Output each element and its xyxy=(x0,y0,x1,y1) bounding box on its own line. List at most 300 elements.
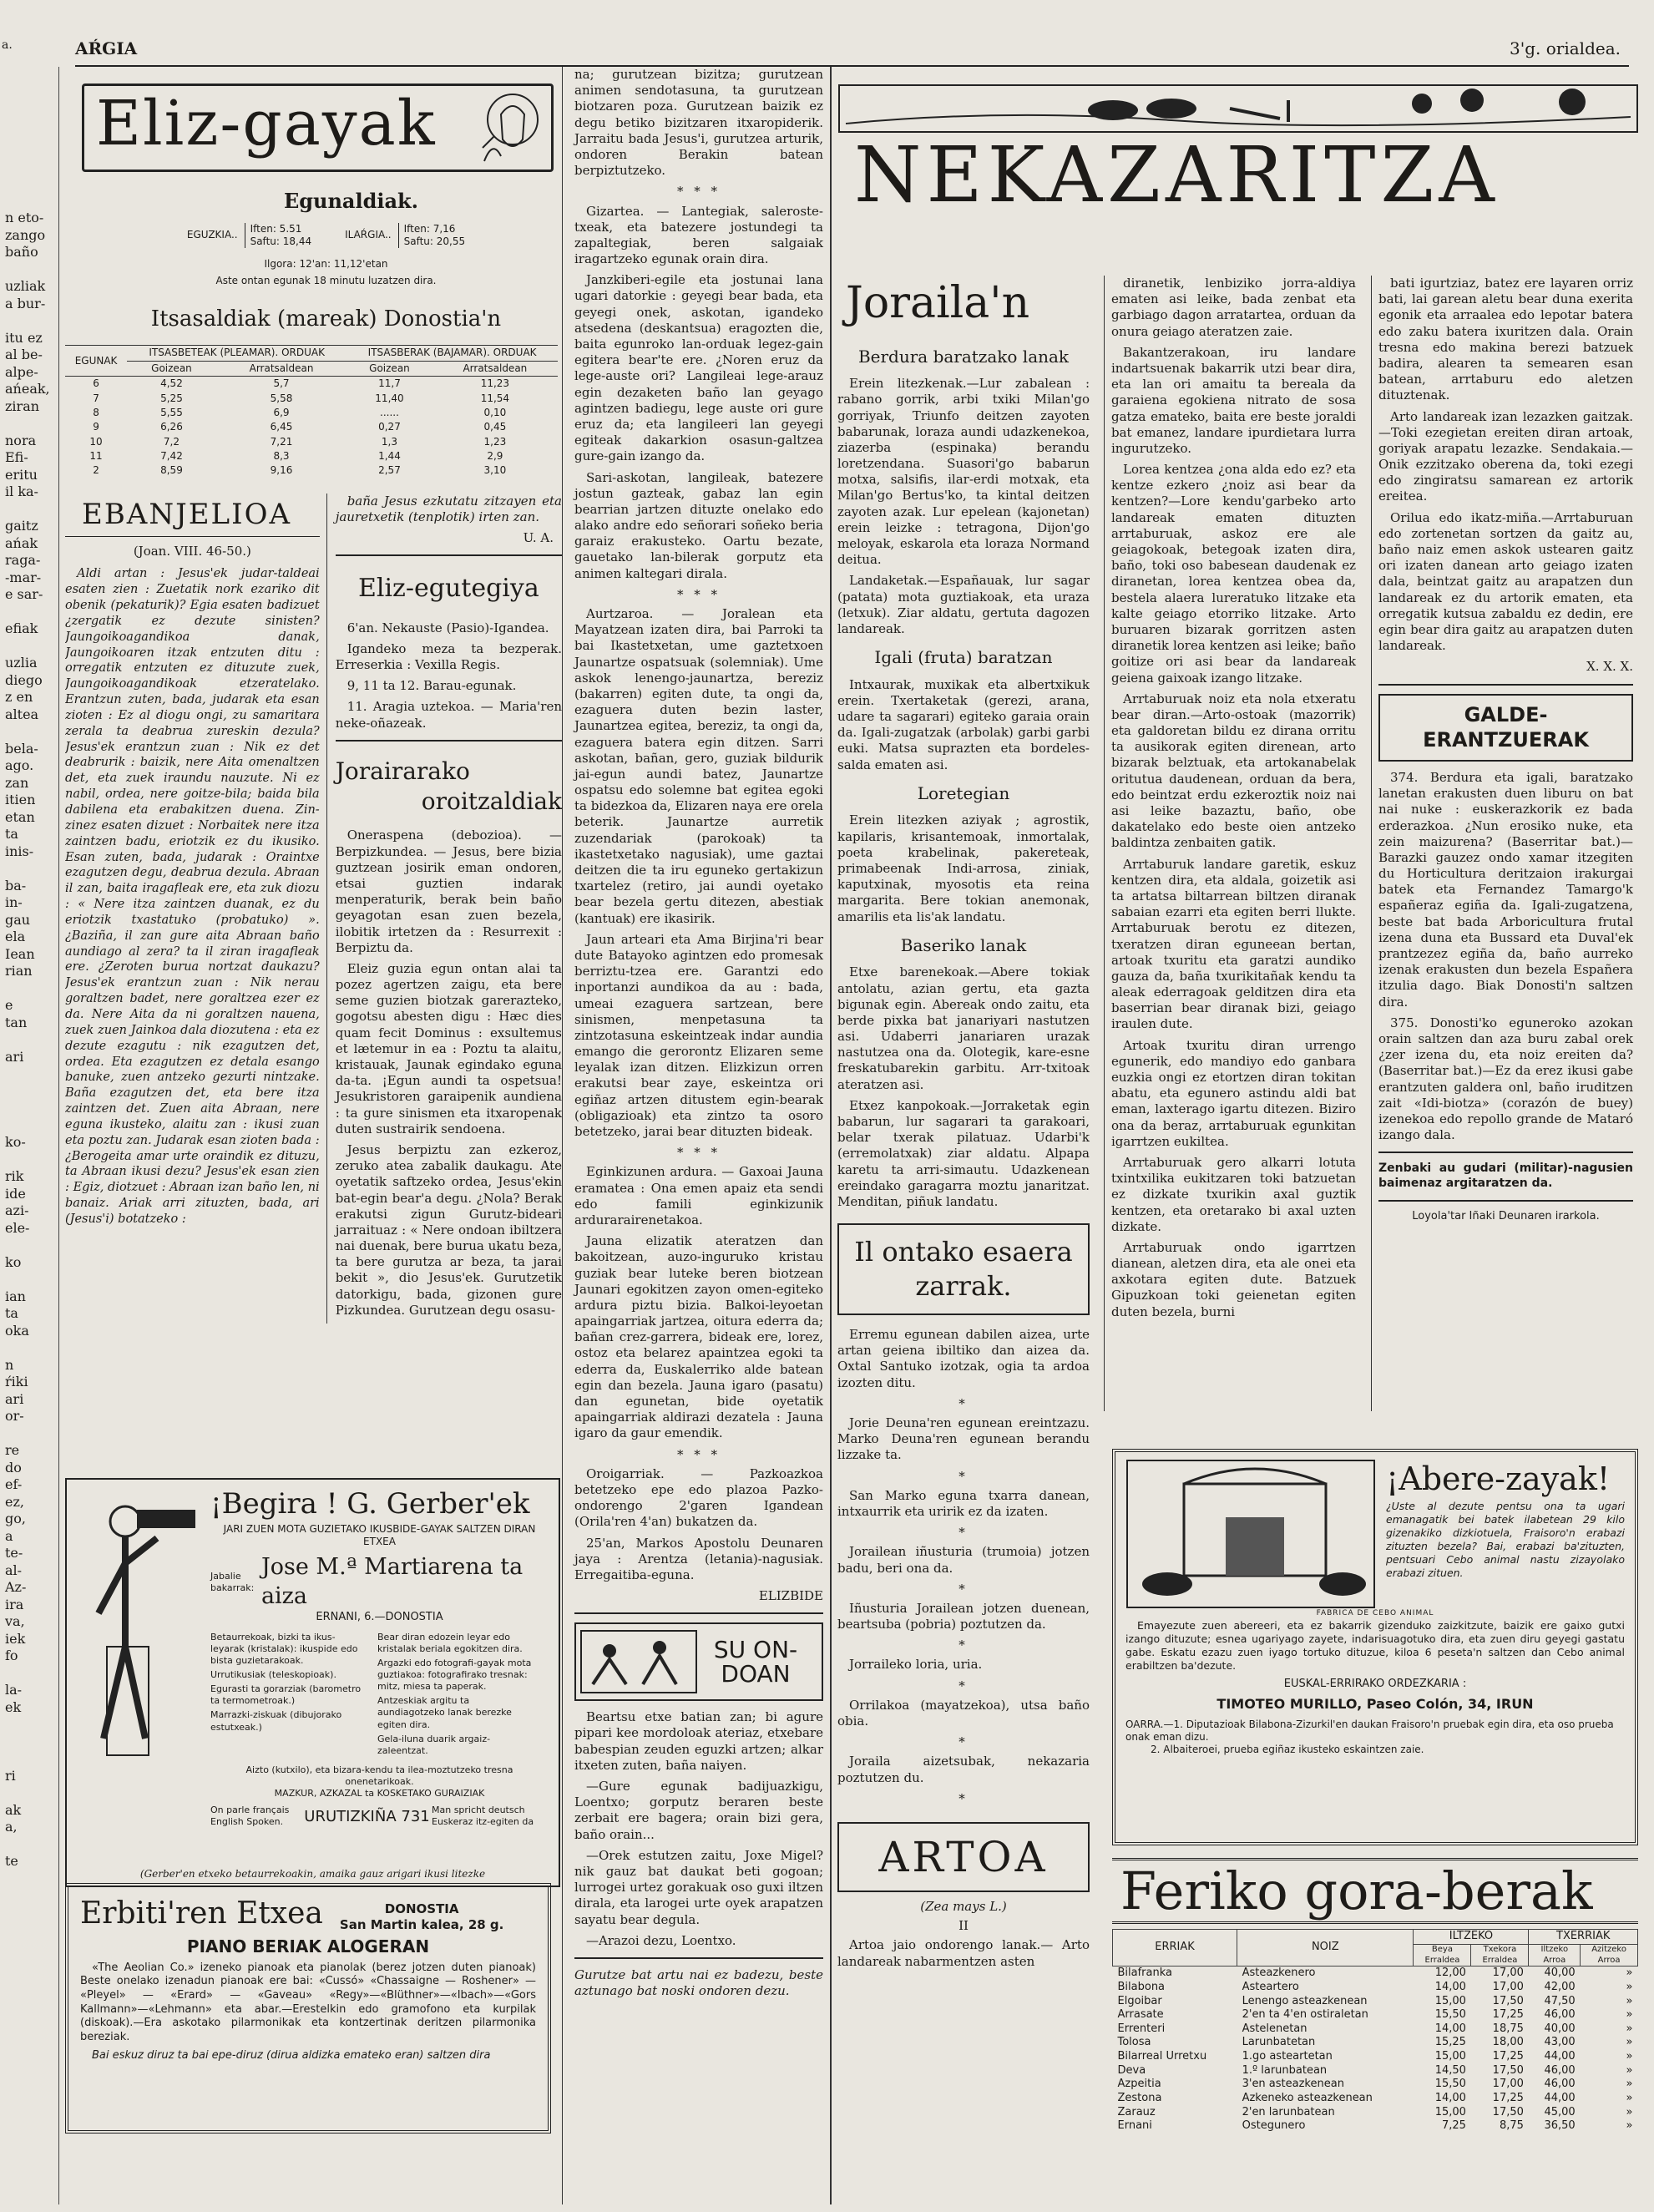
market-cell: 1.go asteartetan xyxy=(1242,2050,1333,2063)
market-cell: 17,00 xyxy=(1492,2078,1524,2091)
farming-header xyxy=(837,84,1639,220)
su-ondoan-title: SU ON-DOAN xyxy=(713,1635,798,1688)
edge-text-fragment: n xyxy=(5,1356,14,1373)
market-cell: 8,75 xyxy=(1499,2119,1524,2133)
liturgy-title: Eliz-gayak xyxy=(96,88,437,159)
cebo-title: ¡Abere-zayak! xyxy=(1386,1460,1611,1497)
market-cell: » xyxy=(1626,2022,1633,2035)
gerber-owner: Jose M.ª Martiarena ta aiza xyxy=(260,1554,524,1609)
market-cell: 40,00 xyxy=(1544,1967,1576,1980)
market-cell: » xyxy=(1626,2119,1633,2133)
market-cell: Larunbatetan xyxy=(1242,2036,1316,2049)
newspaper-name: AŔGIA xyxy=(75,38,138,58)
saint-portrait-icon xyxy=(476,89,543,165)
market-row xyxy=(1113,1967,1638,1981)
tides-high-header: ITSASBETEAK (PLEAMAR). ORDUAK xyxy=(127,346,346,361)
market-cell: Asteazkenero xyxy=(1242,1967,1316,1980)
markets-title: Feriko gora-berak xyxy=(1120,1860,1593,1921)
market-cell: Tolosa xyxy=(1117,2036,1151,2049)
tide-row xyxy=(65,377,558,392)
edge-text-fragment: or- xyxy=(5,1408,24,1424)
edge-text-fragment xyxy=(5,1030,58,1048)
tides-morning-header: Goizean xyxy=(346,361,432,376)
maize-paragraph: Orilua edo ikatz-miña.—Arrtaburuan edo zortenetan sortzen da gaitz au, baño naiz emen askok ustearen gaitz ori izaten danean arto geiago izaten dala, beintzat gaitz au arapatzen dun landareak ez du artorik ematen, eta orregatik kutsua zabaldu ez dedin, ere egin bear dira gaitz au arapatzen duten landareak. xyxy=(1378,509,1633,654)
market-cell: 17,00 xyxy=(1492,1967,1524,1980)
maize-paragraph: Arrtaburuak gero alkarri lotuta txintxilika eukitzaren toki batzuetan ez dizkate txurikin axal guztik kentzen, eta oretarako bi axal uzten dizkate. xyxy=(1111,1154,1356,1234)
market-cell: 7,25 xyxy=(1441,2119,1466,2133)
gospel-reference: (Joan. VIII. 46-50.) xyxy=(133,544,251,559)
edge-text-fragment: alpe- xyxy=(5,363,38,380)
tide-cell: 8 xyxy=(93,406,99,418)
calendar-entry: Igandeko meza ta bezperak. Erreserkia : Vexilla Regis. xyxy=(335,640,562,672)
market-cell: 15,50 xyxy=(1434,2008,1466,2022)
edge-text-fragment: Iean xyxy=(5,945,35,962)
saying: Jorraileko loria, uria. xyxy=(849,1657,983,1673)
edge-text-fragment: ian xyxy=(5,1288,26,1304)
market-row xyxy=(1113,2008,1638,2022)
market-cell: 17,25 xyxy=(1492,2050,1524,2063)
tide-cell: 10 xyxy=(89,435,103,448)
edge-text-fragment: do xyxy=(5,1459,22,1476)
edge-text-fragment: ide xyxy=(5,1185,26,1202)
edge-text-fragment xyxy=(5,722,58,740)
market-cell: Azpeitia xyxy=(1117,2078,1161,2091)
saying: San Marko eguna txarra danean, intxaurrik eta uririk ez da izaten. xyxy=(837,1487,1090,1519)
edge-text-fragment xyxy=(5,603,58,620)
qa-text xyxy=(1378,770,1633,1143)
note-paragraph: Sari-askotan, langileak, batezere jostun gazteak, gabaz lan egin bearrian jartzen dituzte onelako edo alako andre edo señorari soñeko beria garaiz erakusteko. Oartu bezate, gauetako lan-bilerak gorputz eta animen kaltegari dirala. xyxy=(574,469,823,581)
maize-paragraph: Artoak txuritu diran urrengo egunerik, edo mandiyo edo ganbara euzkia ongi ez etortzen diran tokitan abatu, eta egunero astindu aldi bat eman, laxterago igartu ditezen. Biziro ona da beraz, arrtaburuak egunkitan igarrtzen eukiltea. xyxy=(1111,1037,1356,1149)
market-cell: 17,50 xyxy=(1492,2105,1524,2118)
edge-text-fragment: fo xyxy=(5,1648,18,1663)
artoa-subtitle: (Zea mays L.) xyxy=(920,1898,1007,1914)
reflection-paragraph: Jesus berpiztu zan ezkeroz, zeruko atea zabalik daukagu. Ate oyetatik saftzeko ordea, Jesus'ekin bat-egin bear'a degu. ¿Nola? Berak erakutsi zigun Gurutz-bideari jarraituaz : « Nere ondoan ibiltzera nai duenak, bere burua ukatu beza, ta bere gurutza ar beza, ta jarai bekit », dio Jesus'ek. Gurutzetik datorkigu, bada, gizonen gure Pizkundea. Gurutzean degu osasu- xyxy=(335,1141,562,1318)
tide-cell: 11 xyxy=(89,449,103,462)
notes-column: na; gurutzean bizitza; gurutzean animen sendotasuna, ta gurutzean biotzaren poza. Gurutzean baizik ez degu betiko bizitzaren itxaropiderik. Jarraitu bada Jesus'i, gurutzea arturik, ondoren Berakin batean berpiztutzeko. * * * Gizartea. — Lantegiak, saleroste-txeak, eta batezere jostundegi ta zapaltegiak, beren salgaiak iragartzeko egunak orain dira. Janzkiberi-egile eta jostunai lana ugari datorkie : geyegi bear bada, eta geyegi onek, askotan, igandeko atsedena (deskantsua) eragozten die, baita egunroko lan-orduak legez-gain egitera bear'te ere. ¿Noren eruz da lege-auste ori? Langileai lege-arauz egin dezaketen baño lan geyago agintzen badiegu, lege auste ori gure eruz da; eta langileeri lan geyegi egiteak dakarkion osasun-galtzea gure-gain izango da. Sari-askotan, langileak, batezere jostun gazteak, gabaz lan egin bearrian jartzen dituzte onelako edo alako andre edo señorari soñeko beria garaiz erakusteko. Oartu bezate, gauetako lan-bilerak gorputz eta animen kaltegari dirala. * * * Aurtzaroa. — Joralean eta Mayatzean izaten dira, bai Parroki ta bai Ikastetxetan, ume gaztetxoen Jaunartze ospatsuak (solemniak). Ume askok lenengo-jaunartza, bereziz (bakarren) egiten dute, ta ongi da, ezaguera duten bezin laster, Jaunartzea egitea, bereziz, ta ongi da, ezaguera batera egin ditzen. Sarri askotan, bañan, gero, guziak bildurik jai-egun aundi batez, Jaunartze ospatsu edo solemne bat egitea egoki ta bidezkoa da, Elizaren naya ere orela beterik. Jaunartze aurretik zuzendariak (parokoak) ta ikastetxetako nagusiak), ume gaztai deitzen die ta iru eguneko gertakizun txartelez (retiro, jai aundi oyetako bear bezela gertu ditezen, abestiak (kantuak) ere ikasirik. Jaun arteari eta Ama Birjina'ri bear dute Batayoko agintzen edo promesak berriztu-tzea ere. Garantzi edo inportanzi aundikoa da au : bada, umeai ezaguera sartzean, bere sinismen, menpetasuna ta zintzotasuna eskeintzeak indar aundia emango die gerorontz Elizaren seme leyalak izan ditzen. Elizkizun orren erakutsi bear zaye, eskeintza ori egiñaz artzen ditustem egin-bearak (obligazioak) eta zintzo ta osoro betetzeko, jarai bear dituzten bideak. * * * Eginkizunen ardura. — Gaxoai Jauna eramatea : Ona emen apaiz eta sendi edo famili eginkizunik ardurarairenetakoa. Jauna elizatik ateratzen dan bakoitzean, auzo-inguruko kristau guziak bear luteke beren biotzean Jaunari egokitzen zayon omen-egiteko ardura piztu bizia. Balkoi-leyoetan apaingarriak jartzea, oitura ederra da; bañan crez-garrera, bideak ere, lorez, ostoz eta belarez apaintzea egoki ta ederra da, Euskalerriko alde batean egin dan bezela. Jauna igaro (pasatu) dan egunetan, bide oyetatik apaingarriak aldirazi dezatela : Jauna igaro da gaur emendik. * * * Oroigarriak. — Pazkoazkoa betetzeko epe edo plazoa Pazko-ondorengo 2'garen Igandean (Orila'ren 4'an) bukatzen da. 25'an, Markos Apostolu Deunaren jaya : Arentza (letania)-nagusiak. Erregaitiba-eguna. ELIZBIDE SU ON-DOAN Beartsu etxe batian zan; bi agure pipari kee mordoloak ateriaz, etxebare babespian zeuden eguzki artzen; alkar itxeten zuten, baña naiyen. —Gure egunak badijuazkigu, Loentxo; gorputz beraren beste zerbait ere bagera; orain bizi gera, baño orain... —Orek estutzen zaitu, Joxe Migel? nik gauz bat daukat beti gogoan; lurrogei urtez gorakuak oso guxi iltzen dirala, eta larogei urte oyek arapatzen sayatu bear degula. —Arazoi dezu, Loentxo. Gurutze bat artu nai ez badezu, beste aztunago bat noski ondoren dezu. xyxy=(568,67,832,2204)
tide-row xyxy=(65,449,558,463)
market-cell: 15,50 xyxy=(1434,2078,1466,2091)
market-row xyxy=(1113,2050,1638,2064)
markets-day-header: NOIZ xyxy=(1237,1930,1414,1967)
market-cell: Bilarreal Urretxu xyxy=(1117,2050,1207,2063)
moon-values: Iften: 7,16 Saftu: 20,55 xyxy=(398,223,466,249)
maize-paragraph: Arrtaburuak noiz eta nola etxeratu bear diran.—Arto-ostoak (mazorrik) eta galdoretan bildu ez dirana orritu ta ausikorak egiten direnean, arto bizarak belztuak, eta artokanabelak oritutua daudenean, orduan da bera, edo beintzat erdu ezkeroztik noiz nai asi leike bazaztu, baño, obe dakatelako edo beste oien antzeko baldintza zenbaiten gatik. xyxy=(1111,691,1356,851)
farming-paragraph: Erein litezkenak.—Lur zabalean : rabano gorrik, arbi txiki Milan'go gorriyak, Triunfo deitzen zayoten babarunak, loraza aundi udazkenekoa, ziazerba (espinaka) berandu loretzendana. Suasori'go babarun motxa, salsifis, ilar-erdi motxak, eta Milan'go Bertus'ko, ta kintal deitzen zayoten azak. Lur epelean (kajonetan) erein leizke : tetragona, Dijon'go meloyak, eskarola eta loraza Normand deitua. xyxy=(837,376,1090,568)
farming-paragraph: Landaketak.—Españauak, lur sagar (patata) mota guztiakoak, eta uraza (letxuk). Ziar aldatu, gertuta dagozen landareak. xyxy=(837,573,1090,636)
markets-beya: Beya xyxy=(1431,1944,1453,1954)
calendar-title: Eliz-egutegiya xyxy=(357,574,539,604)
tide-cell: 4,52 xyxy=(160,377,183,390)
market-row xyxy=(1113,1995,1638,2009)
gerber-product: Marrazki-ziskuak (dibujorako estutxeak.) xyxy=(210,1709,342,1733)
note-paragraph: Jaun arteari eta Ama Birjina'ri bear dute Batayoko agintzen edo promesak berriztu-tzea ere. Garantzi edo inportanzi aundikoa da au : bada, umeai ezaguera sartzean, bere sinismen, menpetasuna ta zintzotasuna eskeintzeak indar aundia emango die gerorontz Elizaren seme leyalak izan ditzen. Elizkizun orren erakutsi bear zaye, eskeintza ori egiñaz artzen ditustem egin-bearak (obligazioak) eta zintzo ta osoro betetzeko, jarai bear dituzten bideak. xyxy=(574,931,823,1139)
edge-text-fragment: ta xyxy=(5,1305,18,1321)
tide-cell: 11,7 xyxy=(378,377,401,390)
sun-values: Iften: 5.51 Saftu: 18,44 xyxy=(245,223,312,249)
edge-text-fragment: zan xyxy=(5,774,29,791)
erbiti-advert xyxy=(65,1883,551,2134)
edge-text-fragment xyxy=(5,1082,58,1100)
tide-cell: 0,27 xyxy=(378,421,401,433)
qa-banner xyxy=(1378,694,1633,762)
market-cell: » xyxy=(1626,2050,1633,2063)
market-cell: Errenteri xyxy=(1117,2022,1166,2035)
tide-cell: 8,3 xyxy=(273,449,290,462)
market-cell: 45,00 xyxy=(1544,2105,1576,2118)
edge-text-fragment: re xyxy=(5,1442,20,1458)
tide-cell: 1,3 xyxy=(381,435,398,448)
market-row xyxy=(1113,2092,1638,2106)
edge-text-fragment: ef- xyxy=(5,1476,23,1492)
maize-paragraph: bati igurtziaz, batez ere layaren orriz bati, lai garean aletu bear duna exerita egonik eta arraalea edo lepotar batera edo zaku batera ixuritzen dala. Orain tresna edo makina berezi batzuek badira, alearen ta semearen esan batean, arrtaburu edo aletzen dituztenak. xyxy=(1378,276,1633,403)
artoa-banner xyxy=(837,1822,1090,1892)
tide-cell: 9,16 xyxy=(270,464,293,477)
edge-text-fragment: a bur- xyxy=(5,295,46,311)
gerber-phone: URUTIZKIÑA 731 xyxy=(304,1807,430,1825)
edge-text-fragment: ziran xyxy=(5,397,40,414)
gerber-footer: (Gerber'en etxeko betaurrekoakin, amaika gauz arigari ikusi litezke xyxy=(139,1867,486,1880)
markets-section xyxy=(1112,1858,1638,2200)
cebo-note-2: 2. Albaiteroei, prueba egiñaz ikusteko eskaintzen zaie. xyxy=(1151,1744,1424,1756)
tides-day-header: EGUNAK xyxy=(65,346,127,377)
edge-text-fragment: ri xyxy=(5,1767,16,1784)
edge-text-fragment: te xyxy=(5,1853,18,1869)
censorship-note: Zenbaki au gudari (militar)-nagusien baimenaz argitaratzen da. xyxy=(1378,1162,1633,1191)
days-title: Egunaldiak. xyxy=(283,189,419,213)
story-paragraph: Beartsu etxe batian zan; bi agure pipari kee mordoloak ateriaz, etxebare babespian zeuden eguzki artzen; alkar itxeten zuten, baña naiyen. xyxy=(574,1709,823,1773)
erbiti-title: Erbiti'ren Etxea xyxy=(80,1896,323,1931)
note-paragraph: Eginkizunen ardura. — Gaxoai Jauna eramatea : Ona emen apaiz eta sendi edo famili eginkizunik ardurarairenetakoa. xyxy=(574,1164,823,1227)
gerber-product: Antzeskiak argitu ta aundiagotzeko lanak berezke egiten dira. xyxy=(377,1695,512,1730)
market-cell: 46,00 xyxy=(1544,2008,1576,2022)
market-cell: Astelenetan xyxy=(1242,2022,1308,2035)
edge-text-fragment xyxy=(5,1065,58,1082)
market-cell: » xyxy=(1626,2008,1633,2022)
edge-text-fragment: ago. xyxy=(5,757,34,773)
market-cell: 46,00 xyxy=(1544,2078,1576,2091)
tide-cell: 7,21 xyxy=(270,435,293,448)
edge-text-fragment: Efi- xyxy=(5,449,28,465)
market-cell: 17,50 xyxy=(1492,2063,1524,2077)
edge-text-fragment: ela xyxy=(5,929,26,944)
cebo-intro: ¿Uste al dezute pentsu ona ta ugari emanagatik bei batek ilabetean 29 kilo gizenakiko dizkiotuela, Fraisoro'n erabazi zituzten bezela? Bai, erabazi ba'zituzten, pentsuari Cebo animal nastu zizayolako erabazi zituen. xyxy=(1386,1499,1625,1579)
market-cell: Asteartero xyxy=(1242,1980,1299,1993)
edge-text-fragment: oka xyxy=(5,1322,29,1339)
farming-paragraph: Erein litezken aziyak ; agrostik, kapilaris, krisantemoak, inmortalak, poeta krabelinak, pakereteak, primabeenak Indi-arrosa, ziniak, kaputxinak, myosotis eta reina margarita. Bere tokian anemonak, amarilis eta lis'ak landatu. xyxy=(837,812,1090,924)
farming-column-3 xyxy=(1371,276,1640,1411)
story-paragraph: —Orek estutzen zaitu, Joxe Migel? nik gauz bat daukat beti gogoan; lurrogei urtez gorakuak oso guxi iltzen dirala, eta larogei urte oyek arapatzen sayatu bear degula. xyxy=(574,1847,823,1927)
sun-moon-times xyxy=(90,223,562,249)
edge-text-fragment: ko- xyxy=(5,1134,26,1150)
gerber-advert xyxy=(65,1478,560,1887)
market-cell: 44,00 xyxy=(1544,2091,1576,2104)
market-row xyxy=(1113,2022,1638,2037)
edge-text-fragment xyxy=(5,311,58,329)
edge-text-fragment: raga- xyxy=(5,552,41,568)
tide-cell: 3,10 xyxy=(483,464,507,477)
tide-row xyxy=(65,435,558,449)
market-cell: » xyxy=(1626,1967,1633,1980)
market-cell: 15,00 xyxy=(1434,2050,1466,2063)
gospel-text: Aldi artan : Jesus'ek judar-taldeai esaten zien : Zuetatik nork ezariko dit obenik (pekaturik)? Egia esaten badizuet ¿zergatik ez dezute sinisten? Jaungoikoagandikoa danak, Jaungoikoaren itzak entzuten ditu : orregatik entzuten ez dituzute zuek, Jaungoikoagandikoak etzeratelako. Erantzun zuten, bada, judarak eta esan zioten : Ez al diogu ongi, zu samaritara zerala ta deabrua zureskin dezula? Jesus'ek erantzun zuan : Nik ez det deabrurik : baizik, nere Aita omenaltzen det, eta zuek iraundu nauzute. Ni ez nabil, ordea, nere goitze-bila; baida bila dabilena eta erabakitzen duena. Zin-zinez esaten dizuet : Norbaitek nere itza zaintzen badu, eriotzik ez du ikusiko. Esan zuten, bada, judarak : Oraintxe ezagutzen degu, deabrua dezula. Abraan il zan, baita iragafleak ere, eta zuk diozu : « Nere itza zaintzen duanak, ez du eriotzik txastatuko (probatuko) ». ¿Baziña, il zan gure aita Abraan baño aundiago al zera? ta il ziran iragafleak ere. ¿Zeroten burua nortzat daukazu? Jesus'ek erantzun zuan : Nik nerau goraltzen badet, nere goraltzea ezer ez da. Nere Aita da ni goraltzen nauena, zuek zuen Jainkoa dala diozutena : eta ez dezute ezagutu : nik ezagutzen det, ordea. Eta ezagutzen ez detala esango banuke, zuen antzeko gezurti nintzake. Baña ezagutzen det, eta bere itza zaintzen det. Zuen aita Abraan, nere eguna ikusteko, alaitu zan : ikusi zuan eta poztu zan. Judarak esan zioten bada : ¿Berogeita amar urte oraindik ez dituzu, ta Abraan ikusi dezu? Jesus'ek esan zien : Egiz, diotzuet : Abraan izan baño len, ni banaiz. Ariak arri zituzten, bada, ari (Jesus'i) botatzeko : xyxy=(65,567,320,1226)
note-paragraph: Gizartea. — Lantegiak, saleroste-txeak, eta batezere jostundegi ta zapaltegiak, beren salgaiak iragartzeko egunak orain dira. xyxy=(574,203,823,267)
edge-text-fragment: il ka- xyxy=(5,483,38,499)
gerber-product: Urrutikusiak (teleskopioak). xyxy=(210,1669,336,1681)
gerber-owner-label: Jabalie bakarrak: xyxy=(210,1570,255,1593)
edge-text-fragment: ele- xyxy=(5,1219,30,1236)
market-cell: 47,50 xyxy=(1544,1994,1576,2007)
col2-continuation: na; gurutzean bizitza; gurutzean animen sendotasuna, ta gurutzean biotzaren poza. Gurutzean baizik ez degu betiko bizitzaren itxaropiderik. Jarraitu bada Jesus'i, gurutzea arturik, ondoren Berakin batean berpiztutzeko. xyxy=(574,67,823,179)
cebo-factory-icon xyxy=(1125,1459,1376,1609)
market-cell: 12,00 xyxy=(1434,1967,1466,1980)
markets-table xyxy=(1112,1929,1638,2134)
edge-text-fragment: itien xyxy=(5,792,36,807)
market-cell: 15,25 xyxy=(1434,2036,1466,2049)
saying: Joraila aizetsubak, nekazaria poztutzen du. xyxy=(837,1754,1090,1785)
tide-row xyxy=(65,406,558,420)
tide-cell: 2,9 xyxy=(487,449,503,462)
edge-text-fragment: a xyxy=(5,1527,13,1544)
market-cell: 2'en ta 4'en ostiraletan xyxy=(1242,2008,1368,2022)
gerber-subtitle: JARI ZUEN MOTA GUZIETAKO IKUSBIDE-GAYAK SALTZEN DIRAN ETXEA xyxy=(223,1522,536,1547)
edge-text-fragment: ta xyxy=(5,826,18,842)
markets-iltzeko2: Iltzeko xyxy=(1540,1944,1569,1954)
farmstead-title: Baseriko lanak xyxy=(900,934,1027,955)
story-paragraph: —Gure egunak badijuazkigu, Loentxo; gorputz beraren beste zerbait ere bagera; orain bizi gera, baño orain... xyxy=(574,1779,823,1842)
market-row xyxy=(1113,1981,1638,1995)
tide-cell: 0,10 xyxy=(483,406,507,418)
market-cell: Bilabona xyxy=(1117,1980,1166,1993)
edge-text-fragment xyxy=(5,1733,58,1750)
saying: Erremu egunean dabilen aizea, urte artan geiena ibiltiko dan aizea da. Oxtal Santuko izotzak, ogia ta ardoa izozten ditu. xyxy=(837,1327,1090,1390)
edge-text-fragment: ba- xyxy=(5,877,27,893)
edge-text-fragment: eritu xyxy=(5,466,38,483)
sayings-list: Erremu egunean dabilen aizea, urte artan geiena ibiltiko dan aizea da. Oxtal Santuko izotzak, ogia ta ardoa izozten ditu. * Jorie Deuna'ren egunean ereintzazu. Marko Deuna'ren egunean berandu lizzake ta. * San Marko eguna txarra danean, intxaurrik eta uririk ez da izaten. * Jorailean iñusturia (trumoia) jotzen badu, beri ona da. * Iñusturia Jorailean jotzen duenean, beartsuba (pobria) poztutzen da. * Jorraileko loria, uria. * Orrilakoa (mayatzekoa), utsa baño obia. * Joraila aizetsubak, nekazaria poztutzen du. * xyxy=(837,1327,1090,1806)
markets-iltzeko-header: ILTZEKO xyxy=(1414,1930,1529,1945)
market-row xyxy=(1113,2064,1638,2078)
note-paragraph: Janzkiberi-egile eta jostunai lana ugari datorkie : geyegi bear bada, eta geyegi onek, askotan, igandeko atsedena (deskantsua) eragozten die, baita egunroko lan-orduak legez-gain egitera bear'te ere. ¿Noren eruz da lege-auste ori? Langileai lege-arauz egin dezaketen baño lan geyago agintzen badiegu, lege auste ori gure eruz da; eta langileeri lan geyegi egiteak dakarkion osasun-galtzea gure-gain izango da. xyxy=(574,272,823,464)
cebo-agent: TIMOTEO MURILLO, Paseo Colón, 34, IRUN xyxy=(1216,1696,1534,1713)
col2-signature: ELIZBIDE xyxy=(758,1588,823,1604)
farming-column-1 xyxy=(837,276,1098,2204)
gerber-title: ¡Begira ! G. Gerber'ek xyxy=(210,1487,530,1521)
maize-paragraph: diranetik, lenbiziko jorra-aldiya ematen asi leike, bada zenbat eta garbiago dagon arratartea, orduan da onura geiago ateratzen zaie. xyxy=(1111,276,1356,339)
tide-cell: 6,9 xyxy=(273,406,290,418)
edge-text-fragment xyxy=(5,637,58,655)
artoa-number: II xyxy=(959,1918,969,1934)
page-number: 3'g. orialdea. xyxy=(1510,38,1621,58)
market-cell: 17,25 xyxy=(1492,2008,1524,2022)
month-title: Joraila'n xyxy=(846,278,1030,328)
liturgy-column xyxy=(65,67,563,2204)
market-cell: Elgoibar xyxy=(1117,1994,1162,2007)
gerber-products-right xyxy=(377,1632,536,1759)
market-cell: 14,50 xyxy=(1434,2063,1466,2077)
sun-label: EGUZKIA.. xyxy=(186,229,238,241)
market-cell: » xyxy=(1626,2091,1633,2104)
edge-text-fragment xyxy=(5,859,58,877)
edge-text-fragment: tan xyxy=(5,1014,28,1030)
qa-paragraph: 375. Donosti'ko eguneroko azokan orain saltzen dan aza buru zabal orek ¿zer izena du, eta noiz ereiten da? (Baserritar bat.)—Ez da erez ikusi gabe erantzuten galdera onl, baño iruditzen zait «Idi-biotza» (corazón de buey) izenekoa edo repollo grande de Mataró izango dala. xyxy=(1378,1015,1633,1143)
fireside-scene-icon xyxy=(576,1626,701,1698)
reflections-text xyxy=(336,828,562,1319)
market-cell: 43,00 xyxy=(1544,2036,1576,2049)
market-cell: 44,00 xyxy=(1544,2050,1576,2063)
tide-cell: 5,7 xyxy=(273,377,290,390)
gospel-signature: U. A. xyxy=(523,530,554,546)
market-cell: Deva xyxy=(1117,2063,1146,2077)
edge-text-fragment xyxy=(5,1339,58,1356)
market-cell: 14,00 xyxy=(1434,2022,1466,2035)
market-cell: » xyxy=(1626,2078,1633,2091)
edge-text-fragment: ari xyxy=(5,1048,24,1065)
market-cell: » xyxy=(1626,1980,1633,1993)
reflection-paragraph: Oneraspena (debozioa). — Berpizkundea. — Jesus, bere bizia guztzean josirik eman ondoren, etsai guztien indarak menperaturik, berak bein baño geyagotan esan zuen bezela, ilobitik irtetzen da : Resurrexit : Berpiztu da. xyxy=(335,828,562,955)
edge-text-fragment: azi- xyxy=(5,1202,29,1218)
markets-arroa: Arroa xyxy=(1543,1955,1566,1965)
edge-text-fragment: va, xyxy=(5,1613,25,1629)
gerber-line1: Aizto (kutxilo), eta bizara-kendu ta ilea-moztutzeko tresna onenetarikoak. xyxy=(245,1764,513,1787)
gerber-product: Bear diran edozein leyar edo kristalak beriala egokitzen dira. xyxy=(377,1631,523,1655)
markets-pigs-header: TXERRIAK xyxy=(1529,1930,1638,1945)
gerber-product: Egurasti ta gorarziak (barometro ta termometroak.) xyxy=(210,1683,362,1707)
tide-row xyxy=(65,420,558,434)
market-cell: » xyxy=(1626,2036,1633,2049)
market-cell: 14,00 xyxy=(1434,2091,1466,2104)
edge-text-fragment: ari xyxy=(5,1390,24,1407)
tide-cell: 6 xyxy=(93,377,99,390)
erbiti-subtitle: PIANO BERIAK ALOGERAN xyxy=(186,1936,430,1957)
erbiti-footer: Bai eskuz diruz ta bai epe-diruz (dirua aldizka emateko eran) saltzen dira xyxy=(92,2049,491,2063)
tide-cell: 7,42 xyxy=(160,449,183,462)
market-cell: Ostegunero xyxy=(1242,2119,1306,2133)
reflections-title: Jorairarako xyxy=(335,757,470,785)
farming-column-2 xyxy=(1104,276,1363,1411)
tide-cell: 6,45 xyxy=(270,421,293,433)
liturgy-banner xyxy=(82,84,554,172)
market-cell: 36,50 xyxy=(1544,2119,1576,2133)
edge-text-fragment: ańak xyxy=(5,534,38,551)
tide-cell: 5,25 xyxy=(160,392,183,404)
market-row xyxy=(1113,2036,1638,2050)
tide-cell: 2,57 xyxy=(378,464,401,477)
tides-low-header: ITSASBERAK (BAJAMAR). ORDUAK xyxy=(346,346,558,361)
tide-cell: 7,2 xyxy=(163,435,180,448)
edge-text-fragment: etan xyxy=(5,808,35,825)
su-ondoan-text xyxy=(574,1709,823,1949)
calendar-entries xyxy=(336,620,562,731)
tides-title: Itsasaldiak (mareak) Donostia'n xyxy=(150,306,502,332)
market-cell: 18,00 xyxy=(1492,2036,1524,2049)
market-cell: 40,00 xyxy=(1544,2022,1576,2035)
market-cell: » xyxy=(1626,2063,1633,2077)
edge-text-fragment xyxy=(5,1151,58,1168)
cebo-factory-sign: FABRICA DE CEBO ANIMAL xyxy=(1316,1609,1434,1617)
edge-text-fragment xyxy=(5,1664,58,1682)
edge-text-fragment: baño xyxy=(5,244,38,260)
edge-text-fragment: uzliak xyxy=(5,278,46,294)
tides-afternoon-header: Arratsaldean xyxy=(216,361,346,376)
market-cell: 17,25 xyxy=(1492,2091,1524,2104)
tide-cell: 11,40 xyxy=(375,392,404,404)
tide-cell: 11,23 xyxy=(480,377,510,390)
edge-text-fragment: ańeak, xyxy=(5,381,50,397)
page-header xyxy=(75,32,1629,67)
edge-text-fragment: -mar- xyxy=(5,569,42,585)
tide-cell: 2 xyxy=(93,464,99,477)
market-cell: 1.º larunbatean xyxy=(1242,2063,1328,2077)
gerber-french-english: On parle français English Spoken. xyxy=(210,1804,290,1828)
markets-azitzeko: Azitzeko xyxy=(1591,1944,1626,1954)
tide-cell: 0,45 xyxy=(483,421,507,433)
farming-signature: X. X. X. xyxy=(1586,659,1633,675)
ilgora: Ilgora: 12'an: 11,12'etan xyxy=(264,258,388,271)
edge-text-fragment: diego xyxy=(5,671,43,688)
gerber-product: Gela-iluna duarik argaiz-zaleentzat. xyxy=(377,1733,491,1756)
calendar-entry: 11. Aragia uztekoa. — Maria'ren neke-oñazeak. xyxy=(335,699,562,731)
maize-paragraph: Arto landareak izan lezazken gaitzak.—Toki ezegietan ereiten diran artoak, goriyak arapatu lezazke. Sendakaia.—Onik ezzitzako oberena da, toki ezegi edo zingiratsu samarean ez artorik ereitea. xyxy=(1378,408,1633,504)
saying: Jorie Deuna'ren egunean ereintzazu. Marko Deuna'ren egunean berandu lizzake ta. xyxy=(837,1415,1090,1463)
saying: Orrilakoa (mayatzekoa), utsa baño obia. xyxy=(837,1697,1090,1729)
edge-text-fragment xyxy=(5,500,58,518)
note-paragraph: 25'an, Markos Apostolu Deunaren jaya : Arentza (letania)-nagusiak. Erregaitiba-eguna. xyxy=(574,1535,823,1582)
edge-text-fragment: iek xyxy=(5,1630,26,1647)
edge-text-fragment: nora xyxy=(5,432,37,448)
maize-paragraph: Lorea kentzea ¿ona alda edo ez? eta kentze ezkero ¿noiz asi bear da kentzen?—Lore kendu'garbeko arto landareak ematen dituzten arrtaburuak, askoz ere ale geiagokoak, betegoak izaten dira, baño, toki oso babesean daudenak ez diranetan, lorea kentzea obea da, bestela alaera lureratuko litzake eta kalte geiago etorriko litzake. Arto buruaren bizarak gorritzen asten diranetik lorea kentzen asi leike; baño goitize ori asi bear da landareak geiena gaixoak izango litzake. xyxy=(1111,462,1356,686)
market-cell: 14,00 xyxy=(1434,1980,1466,1993)
tide-cell: ...... xyxy=(380,406,399,418)
su-ondoan-footer: Gurutze bat artu nai ez badezu, beste aztunago bat noski ondoren dezu. xyxy=(574,1967,823,1999)
market-cell: 2'en larunbatean xyxy=(1242,2105,1335,2118)
market-cell: 42,00 xyxy=(1544,1980,1576,1993)
calendar-entry: 9, 11 ta 12. Barau-egunak. xyxy=(346,678,517,694)
qa-paragraph: 374. Berdura eta igali, baratzako lanetan erakusten duen liburu on bat nai nuke : euskerazkorik ez bada erderazkoa. ¿Nun erosiko nuke, eta zein maizurena? (Baserritar bat.)—Barazki gauzez ondo xamar itzegiten du Horticultura deritzaion irakurgai batek eta Fernandez Tamargo'k españeraz egiña da. Igali-zugatzena, beste bat bada Arboricultura frutal izena duna eta Bussard eta Duval'ek prantzezez egiña da, baño aurreko izenak erakusten dun bezela Españera itzulia dago. Biak Donosti'n saltzen dira. xyxy=(1378,769,1633,1010)
qa-title: GALDE-ERANTZUERAK xyxy=(1423,702,1589,752)
edge-text-fragment: la- xyxy=(5,1682,23,1698)
market-row xyxy=(1113,2119,1638,2134)
market-cell: 17,00 xyxy=(1492,1980,1524,1993)
edge-text-fragment xyxy=(5,1116,58,1134)
market-cell: 17,50 xyxy=(1492,1994,1524,2007)
maize-paragraph: Arrtaburuk landare garetik, eskuz kentzen dira, eta aldala, goizetik asi ta artatsa biltarrean biltzen diranak sabaian ezarri eta egiten berri llukte. Arrtaburuak berotu ez ditezen, txeratzen diran eguneean bertan, artoak txuritu eta garatzi aundiko gauza da, baña txurikitañak kendu ta aleak ederragoak gelditzen dira eta baserrian bear diranak bizi, geiago iraulen dute. xyxy=(1111,856,1356,1032)
edge-text-fragment: ko xyxy=(5,1253,22,1270)
edge-text-fragment: al- xyxy=(5,1562,23,1578)
edge-text-fragment: uzlia xyxy=(5,655,38,671)
tide-row xyxy=(65,392,558,406)
erbiti-address: San Martin kalea, 28 g. xyxy=(339,1916,504,1932)
gerber-city: ERNANI, 6.—DONOSTIA xyxy=(316,1611,443,1624)
tide-cell: 1,23 xyxy=(483,435,507,448)
markets-towns-header: ERRIAK xyxy=(1113,1930,1237,1967)
edge-text-fragment: ŕiki xyxy=(5,1374,28,1389)
artoa-text: Artoa jaio ondorengo lanak.— Arto landareak nabarmentzen asten xyxy=(837,1937,1090,1969)
edge-text-fragment: ek xyxy=(5,1698,22,1715)
tide-cell: 5,55 xyxy=(160,406,183,418)
cebo-agency: EUSKAL-ERRIRAKO ORDEZKARIA : xyxy=(1283,1677,1467,1690)
fruit-garden-title: Igali (fruta) baratzan xyxy=(874,647,1053,668)
market-cell: 18,75 xyxy=(1492,2022,1524,2035)
edge-text-fragment: rik xyxy=(5,1168,24,1184)
edge-text-fragment xyxy=(5,1715,58,1733)
sayings-title: Il ontako esaera zarrak. xyxy=(854,1236,1073,1303)
gospel-title: EBANJELIOA xyxy=(65,494,320,538)
artoa-title: ARTOA xyxy=(878,1832,1049,1881)
left-edge-fragments xyxy=(0,67,59,2204)
edge-text-fragment: z en xyxy=(5,689,33,705)
market-row xyxy=(1113,2106,1638,2120)
edge-text-fragment: ak xyxy=(5,1801,22,1818)
edge-text-fragment: Az- xyxy=(5,1579,27,1595)
